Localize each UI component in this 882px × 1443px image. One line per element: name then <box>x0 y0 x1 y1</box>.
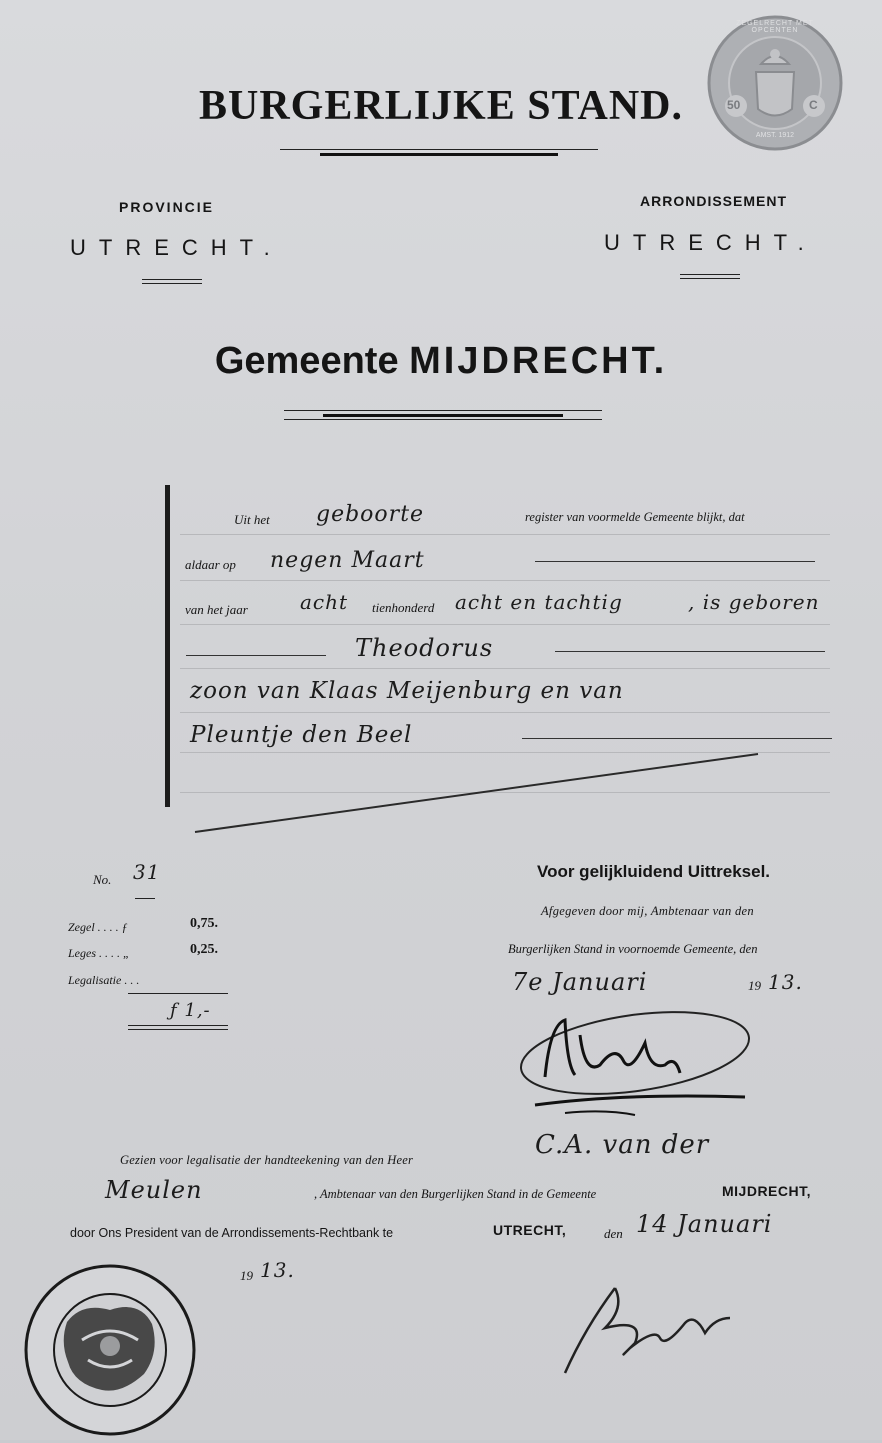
president-signature <box>545 1268 745 1388</box>
legalisation-line-3-text: door Ons President van de Arrondissements-Rechtbank te <box>70 1226 394 1240</box>
certification-year: 13. <box>768 970 803 994</box>
municipality-name: MIJDRECHT. <box>409 340 668 382</box>
municipality-rule-thick <box>323 414 563 417</box>
province-rule <box>142 279 202 280</box>
number-label: No. <box>93 872 112 887</box>
leges-label: Leges . . . . „ <box>68 946 130 960</box>
year-handwriting-2: acht en tachtig <box>455 590 623 614</box>
certification-title: Voor gelijkluidend Uittreksel. <box>537 862 771 881</box>
fees-total-line-1 <box>128 1025 228 1026</box>
legalisation-line-1: Gezien voor legalisatie der handteekening van den Heer <box>120 1153 414 1167</box>
court-seal-icon <box>22 1262 198 1438</box>
stamp-value-left: 50 <box>727 98 741 112</box>
district-value: UTRECHT. <box>604 230 817 255</box>
aldaar-op-label: aldaar op <box>185 557 236 572</box>
fees-sum-line <box>128 993 228 994</box>
legalisation-den: den <box>604 1226 623 1241</box>
legalisation-date: 14 Januari <box>636 1210 773 1238</box>
uit-het-label: Uit het <box>234 512 270 527</box>
ruled-line-2 <box>180 580 830 581</box>
municipality-prefix: Gemeente <box>214 340 399 382</box>
parents-handwriting-2: Pleuntje den Beel <box>190 722 413 748</box>
stamp-year: AMST. 1912 <box>755 132 795 139</box>
van-het-jaar-label: van het jaar <box>185 602 248 617</box>
register-type-handwriting: geboorte <box>316 502 425 527</box>
fees-total: ƒ 1,- <box>170 1000 211 1021</box>
ruled-line-4 <box>180 668 830 669</box>
district-rule <box>680 274 740 275</box>
ruled-line-5 <box>180 712 830 713</box>
title-underline-thick <box>320 153 558 156</box>
born-handwriting: , is geboren <box>688 590 820 614</box>
parents-handwriting-1: zoon van Klaas Meijenburg en van <box>190 678 624 704</box>
municipality-rule-thin-2 <box>284 419 602 420</box>
legalisation-year-prefix: 19 <box>240 1268 253 1283</box>
tienhonderd-label: tienhonderd <box>372 600 435 615</box>
province-label: PROVINCIE <box>119 199 215 215</box>
certification-year-prefix: 19 <box>748 978 761 993</box>
parents-fill-line <box>522 738 832 739</box>
court-seal <box>22 1262 198 1438</box>
province-value: UTRECHT. <box>70 235 283 260</box>
legalisation-municipality: MIJDRECHT, <box>722 1183 812 1199</box>
legalisatie-label: Legalisatie . . . <box>68 973 140 987</box>
ruled-line-1 <box>180 534 830 535</box>
district-label: ARRONDISSEMENT <box>640 193 788 209</box>
name-fill-line-left <box>186 655 326 656</box>
name-fill-line-right <box>555 651 825 652</box>
date-handwriting: negen Maart <box>270 548 425 573</box>
municipality-heading <box>0 340 882 383</box>
child-name-handwriting: Theodorus <box>355 634 494 662</box>
year-handwriting-1: acht <box>300 590 349 614</box>
legalisation-city: UTRECHT, <box>493 1222 567 1238</box>
legalisation-line-3 <box>70 1226 393 1241</box>
certification-date: 7e Januari <box>512 968 648 996</box>
closing-diagonal-line <box>180 740 780 840</box>
municipality-rule-thin <box>284 410 602 411</box>
register-text: register van voormelde Gemeente blijkt, dat <box>525 510 745 524</box>
stamp-value-right: C <box>809 98 818 112</box>
registrar-signature <box>505 1005 765 1130</box>
number-value: 31 <box>133 860 161 884</box>
title-underline-thin <box>280 149 598 150</box>
legalisation-name-2: Meulen <box>105 1176 203 1204</box>
district-rule-2 <box>680 278 740 279</box>
stamp-text: ZEGELRECHT MET OPCENTEN <box>736 20 814 34</box>
fees-total-line-2 <box>128 1029 228 1030</box>
zegel-label: Zegel . . . . ƒ <box>68 920 128 934</box>
legalisation-name: C.A. van der <box>535 1130 710 1160</box>
legalisation-line-2: , Ambtenaar van den Burgerlijken Stand in de Gemeente <box>314 1187 597 1201</box>
zegel-value: 0,75. <box>190 916 218 931</box>
leges-value: 0,25. <box>190 942 218 957</box>
certification-line-1: Afgegeven door mij, Ambtenaar van den <box>541 904 754 918</box>
province-rule-2 <box>142 283 202 284</box>
number-underline <box>135 898 155 899</box>
extract-bracket <box>165 485 170 807</box>
date-fill-line <box>535 561 815 562</box>
certification-line-2: Burgerlijken Stand in voornoemde Gemeente, den <box>508 942 758 956</box>
legalisation-year: 13. <box>260 1258 295 1282</box>
ruled-line-3 <box>180 624 830 625</box>
page-title: BURGERLIJKE STAND. <box>199 83 683 129</box>
